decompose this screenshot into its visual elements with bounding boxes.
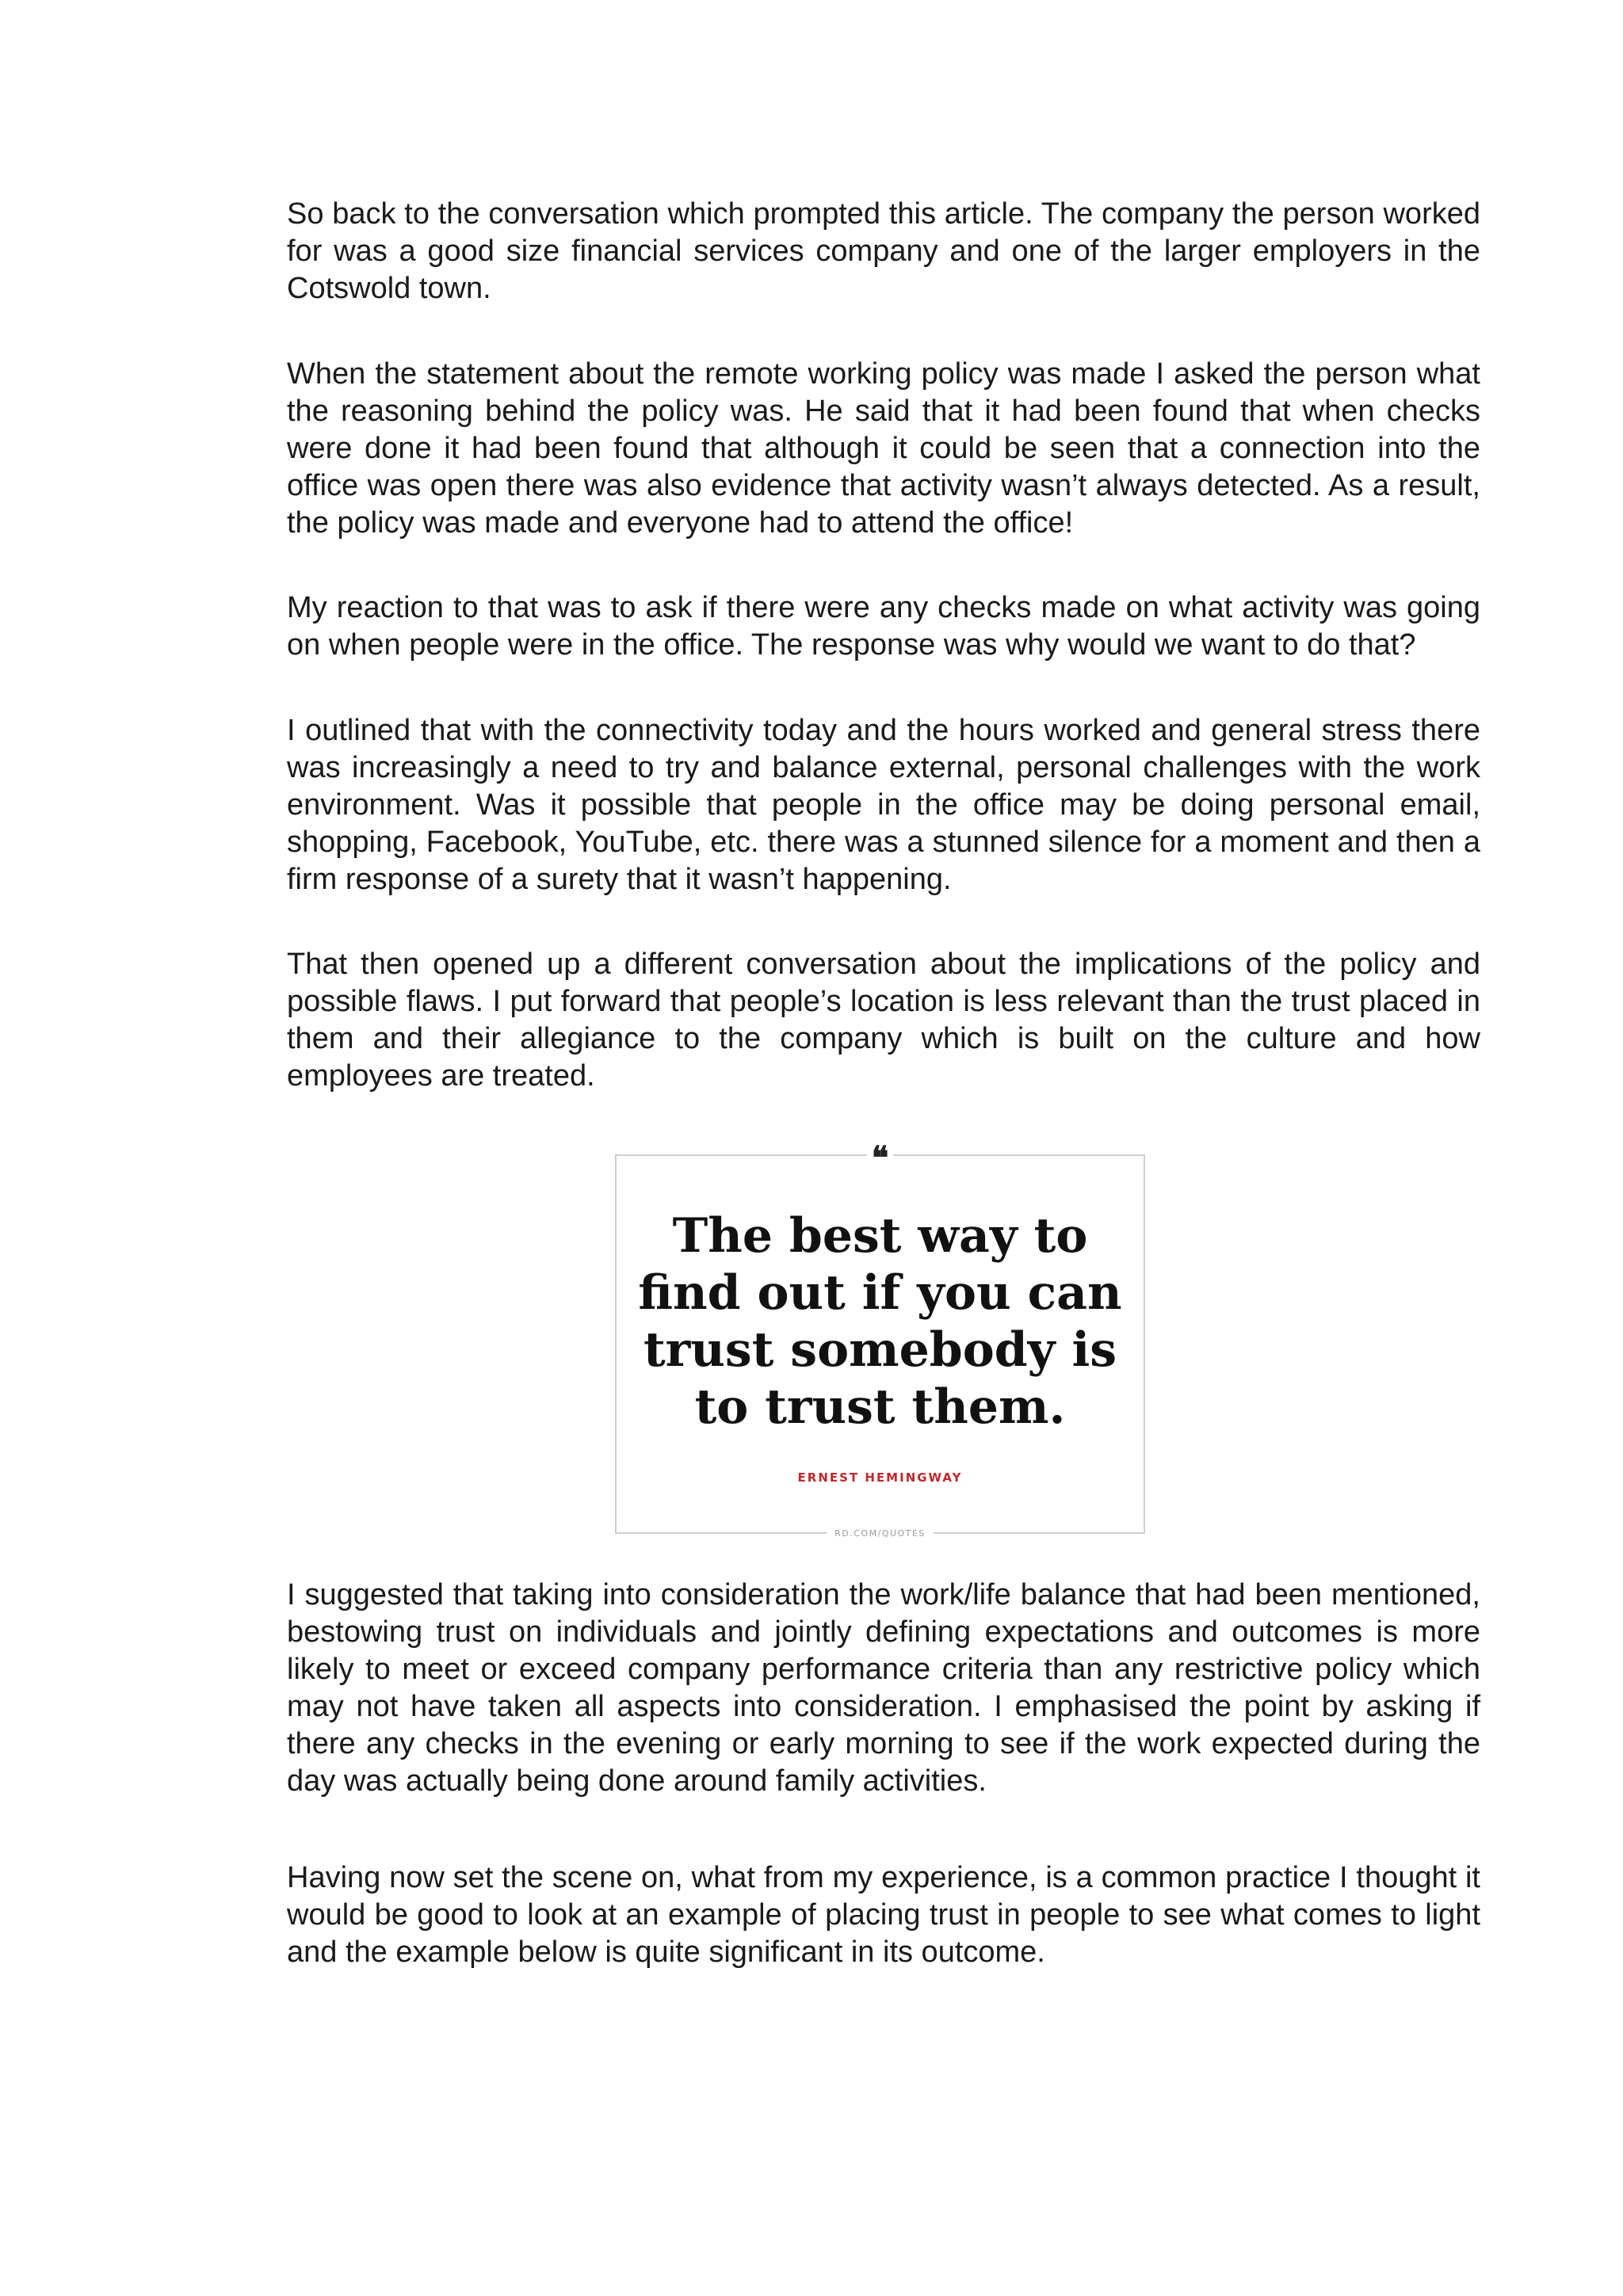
quote-source-holder: [827, 1526, 934, 1540]
quotation-mark-icon: ❝: [871, 1139, 889, 1177]
quote-text: [617, 1207, 1144, 1436]
paragraph-5: That then opened up a different conversation about the implications of the policy and possible flaws. I put forward that people’s location is less relevant than the trust placed in them and their allegiance to the company which is built on the culture and how employees are treated.: [287, 948, 1480, 1093]
paragraph-2: When the statement about the remote working policy was made I asked the person what the reasoning behind the policy was. He said that it had been found that when checks were done it had been found that although it could be seen that a connection into the office was open there was also evidence that activity wasn’t always detected. As a result, the policy was made and everyone had to attend the office!: [287, 357, 1480, 540]
quote-line-4: to trust them.: [694, 1379, 1066, 1435]
paragraph-3: My reaction to that was to ask if there were any checks made on what activity was going on when people were in the office. The response was why would we want to do that?: [287, 591, 1480, 662]
quote-image: [615, 1139, 1145, 1539]
paragraph-1: So back to the conversation which prompted this article. The company the person worked for was a good size financial services company and one of the larger employers in the Cotswold town.: [287, 197, 1480, 305]
paragraph-4: I outlined that with the connectivity today and the hours worked and general stress there was increasingly a need to try and balance external, personal challenges with the work environment. Was it possible that people in the office may be doing personal email, shopping, Facebook, YouTube, etc. there was a stunned silence for a moment and then a firm response of a surety that it wasn’t happening.: [287, 714, 1480, 896]
quote-line-3: trust somebody is: [643, 1322, 1117, 1378]
quote-author: ERNEST HEMINGWAY: [797, 1470, 963, 1485]
quote-mark-holder: [867, 1139, 894, 1177]
paragraph-6: I suggested that taking into consideration the work/life balance that had been mentioned, bestowing trust on individuals and jointly defining expectations and outcomes is more likely to meet or exceed company performance criteria than any restrictive policy which may not have taken all aspects into consideration. I emphasised the point by asking if there any checks in the evening or early morning to see if the work expected during the day was actually being done around family activities.: [287, 1578, 1480, 1798]
paragraph-7: Having now set the scene on, what from my experience, is a common practice I thought it would be good to look at an example of placing trust in people to see what comes to light and the example below is quite significant in its outcome.: [287, 1861, 1480, 1969]
quote-line-2: find out if you can: [638, 1265, 1122, 1321]
quote-line-1: The best way to: [672, 1208, 1088, 1264]
quote-source: RD.COM/QUOTES: [834, 1527, 926, 1539]
